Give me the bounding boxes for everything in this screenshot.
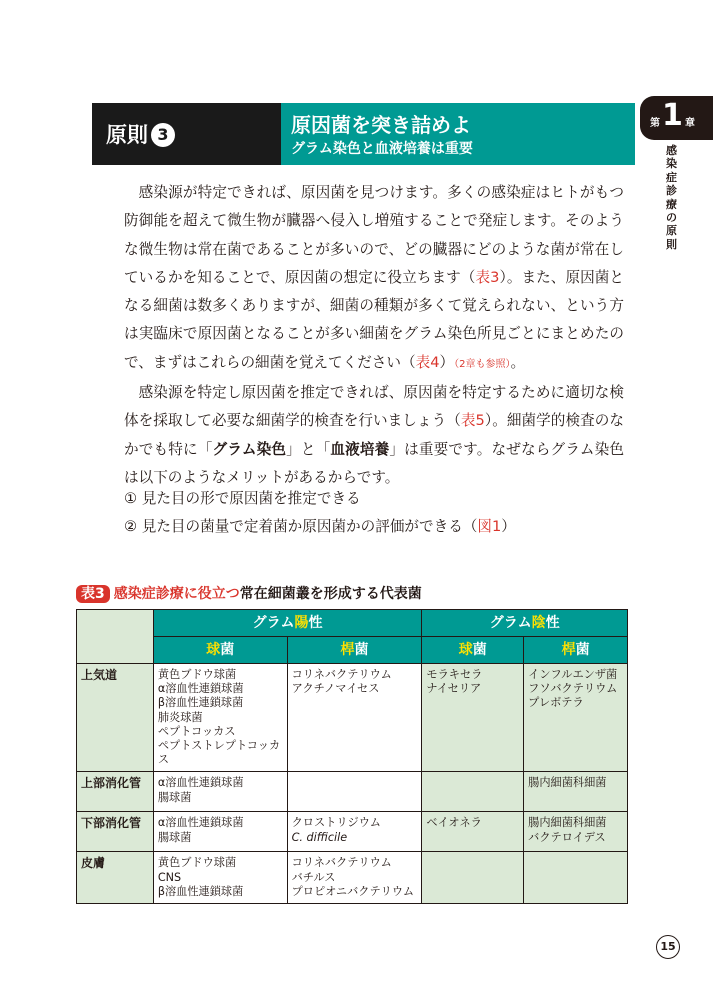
organism-name: ベイオネラ [426,816,482,830]
organism-name: 腸球菌 [157,830,192,844]
organism-name: モラキセラ [426,668,483,681]
row-site: 皮膚 [77,852,154,904]
ref-table-3[interactable]: 表3 [475,268,500,286]
text: グラム [489,614,532,631]
section-banner [92,103,635,165]
organism-name: フソバクテリウム [528,682,618,696]
table-corner [77,610,154,664]
shape-header [422,637,524,664]
cell-gp-cocci [153,812,287,852]
section-subtitle: グラム染色と血液培養は重要 [291,141,473,157]
organism-name: プロピオニバクテリウム [291,884,415,898]
ref-figure-1[interactable]: 図1 [477,518,502,535]
text: 」と「 [286,440,331,458]
cell-gn-rods [524,772,628,812]
cell-gn-rods [524,812,628,852]
text: ）。また、原因菌となる細菌は数多くありますが、細菌の種類が多くて覚えられない、という方は実臨床で原因菌となることが多い細菌をグラム染色所見ごとにまとめたので、まずはこれらの細菌を覚えてください（ [124,268,625,371]
organism-name: C. difficile [291,830,348,844]
list-text: ① 見た目の形で原因菌を推定できる [124,490,361,507]
shape-header [153,637,287,664]
paragraph-2 [124,379,624,492]
organism-name: β溶血性連鎖球菌 [157,884,244,898]
organism-name: 黄色ブドウ球菌 [157,856,237,870]
cell-gp-rods [287,852,422,904]
table-row [77,852,628,904]
organism-name: CNS [157,870,182,884]
chapter-number: 1 [662,98,683,133]
ref-table-5[interactable]: 表5 [460,412,485,430]
cell-gp-rods [287,772,422,812]
text: 球 [458,641,473,658]
chapter-title: 感染症診療の原則 [666,144,677,251]
gram-negative-header [422,610,628,637]
row-site: 上気道 [77,664,154,772]
principle-number: 3 [151,123,175,147]
flora-table [76,609,628,904]
bold-blood-culture: 血液培養 [330,440,390,458]
text: 菌 [354,641,369,658]
chapter-tab [640,96,713,140]
principle-label [106,119,175,149]
organism-name: コリネバクテリウム [291,856,392,870]
row-site: 上部消化管 [77,772,154,812]
body-text [124,179,624,492]
list-text: ② 見た目の菌量で定着菌か原因菌かの評価ができる（ [124,518,478,535]
row-site: 下部消化管 [77,812,154,852]
text: 菌 [575,641,590,658]
organism-name: インフルエンザ菌 [528,668,618,681]
chapter-suffix: 章 [685,118,695,129]
table-row [77,664,628,772]
organism-name: α溶血性連鎖球菌 [157,682,244,696]
text: ）。細菌学的検査のなかでも特に「 [124,412,624,458]
cell-gp-rods [287,812,422,852]
organism-name: α溶血性連鎖球菌 [157,816,244,830]
cell-gp-cocci [153,772,287,812]
shape-header [287,637,422,664]
organism-name: プレボテラ [528,696,584,710]
banner-title-area [281,103,635,165]
organism-name: 腸内細菌科細菌 [528,776,607,790]
cell-gn-cocci [422,812,524,852]
organism-name: アクチノマイセス [291,682,380,696]
organism-name: バチルス [291,870,336,884]
bold-gram-stain: グラム染色 [212,440,287,458]
organism-name: α溶血性連鎖球菌 [157,776,244,790]
text: 菌 [472,641,487,658]
organism-name: β溶血性連鎖球菌 [157,696,244,710]
cell-gp-rods [287,664,422,772]
organism-name: ナイセリア [426,682,482,696]
text: 。 [510,353,526,371]
cell-gn-rods [524,852,628,904]
shape-header [524,637,628,664]
text: 陰 [531,614,546,631]
organism-name: 腸内細菌科細菌 [528,816,607,830]
text: 菌 [220,641,235,658]
text: 桿 [561,641,576,658]
text: グラム [252,614,295,631]
text: 性 [545,614,560,631]
organism-name: クロストリジウム [291,816,381,830]
text: 」は重要です。なぜならグラム染色は以下のようなメリットがあるからです。 [124,440,624,486]
cell-gn-cocci [422,664,524,772]
text: 球 [206,641,221,658]
list-item [124,513,624,541]
table-title-highlight: 感染症診療に役立つ [113,586,240,602]
organism-name: 腸球菌 [157,790,192,804]
table-row [77,812,628,852]
text: ） [439,353,455,371]
text: 感染源が特定できれば、原因菌を見つけます。多くの感染症はヒトがもつ防御能を超えて微生物が臓器へ侵入し増殖することで発症します。そのような微生物は常在菌であることが多いので、どの臓器にどのような菌が常在しているかを知ることで、原因菌の想定に役立ちます（ [124,184,624,286]
organism-name: バクテロイデス [528,830,606,844]
table-row [77,772,628,812]
ref-chapter-2[interactable]: （2章も参照） [454,358,511,370]
cell-gn-cocci [422,852,524,904]
organism-name: ペプトストレプトコッカス [157,739,281,767]
cell-gp-cocci [153,664,287,772]
cell-gn-cocci [422,772,524,812]
paragraph-1 [124,179,624,379]
table-caption [76,583,422,603]
page-number: 15 [656,935,680,959]
ref-table-4[interactable]: 表4 [415,353,440,371]
organism-name: コリネバクテリウム [291,668,392,681]
gram-positive-header [153,610,422,637]
chapter-prefix: 第 [650,118,660,129]
cell-gn-rods [524,664,628,772]
principle-text: 原則 [106,123,148,147]
text: 性 [308,614,323,631]
table-badge: 表3 [76,585,110,603]
organism-name: 黄色ブドウ球菌 [157,668,237,681]
text: 陽 [294,614,309,631]
organism-name: 肺炎球菌 [157,710,203,724]
cell-gp-cocci [153,852,287,904]
text: 桿 [340,641,355,658]
section-title: 原因菌を突き詰めよ [291,113,471,137]
organism-name: ペプトコッカス [157,724,236,738]
table-body [77,664,628,904]
table-title: 常在細菌叢を形成する代表菌 [239,586,422,602]
list-item [124,485,624,513]
list-text: ） [501,518,516,535]
text: 感染源を特定し原因菌を推定できれば、原因菌を特定するために適切な検体を採取して必要な細菌学的検査を行いましょう（ [124,384,624,430]
